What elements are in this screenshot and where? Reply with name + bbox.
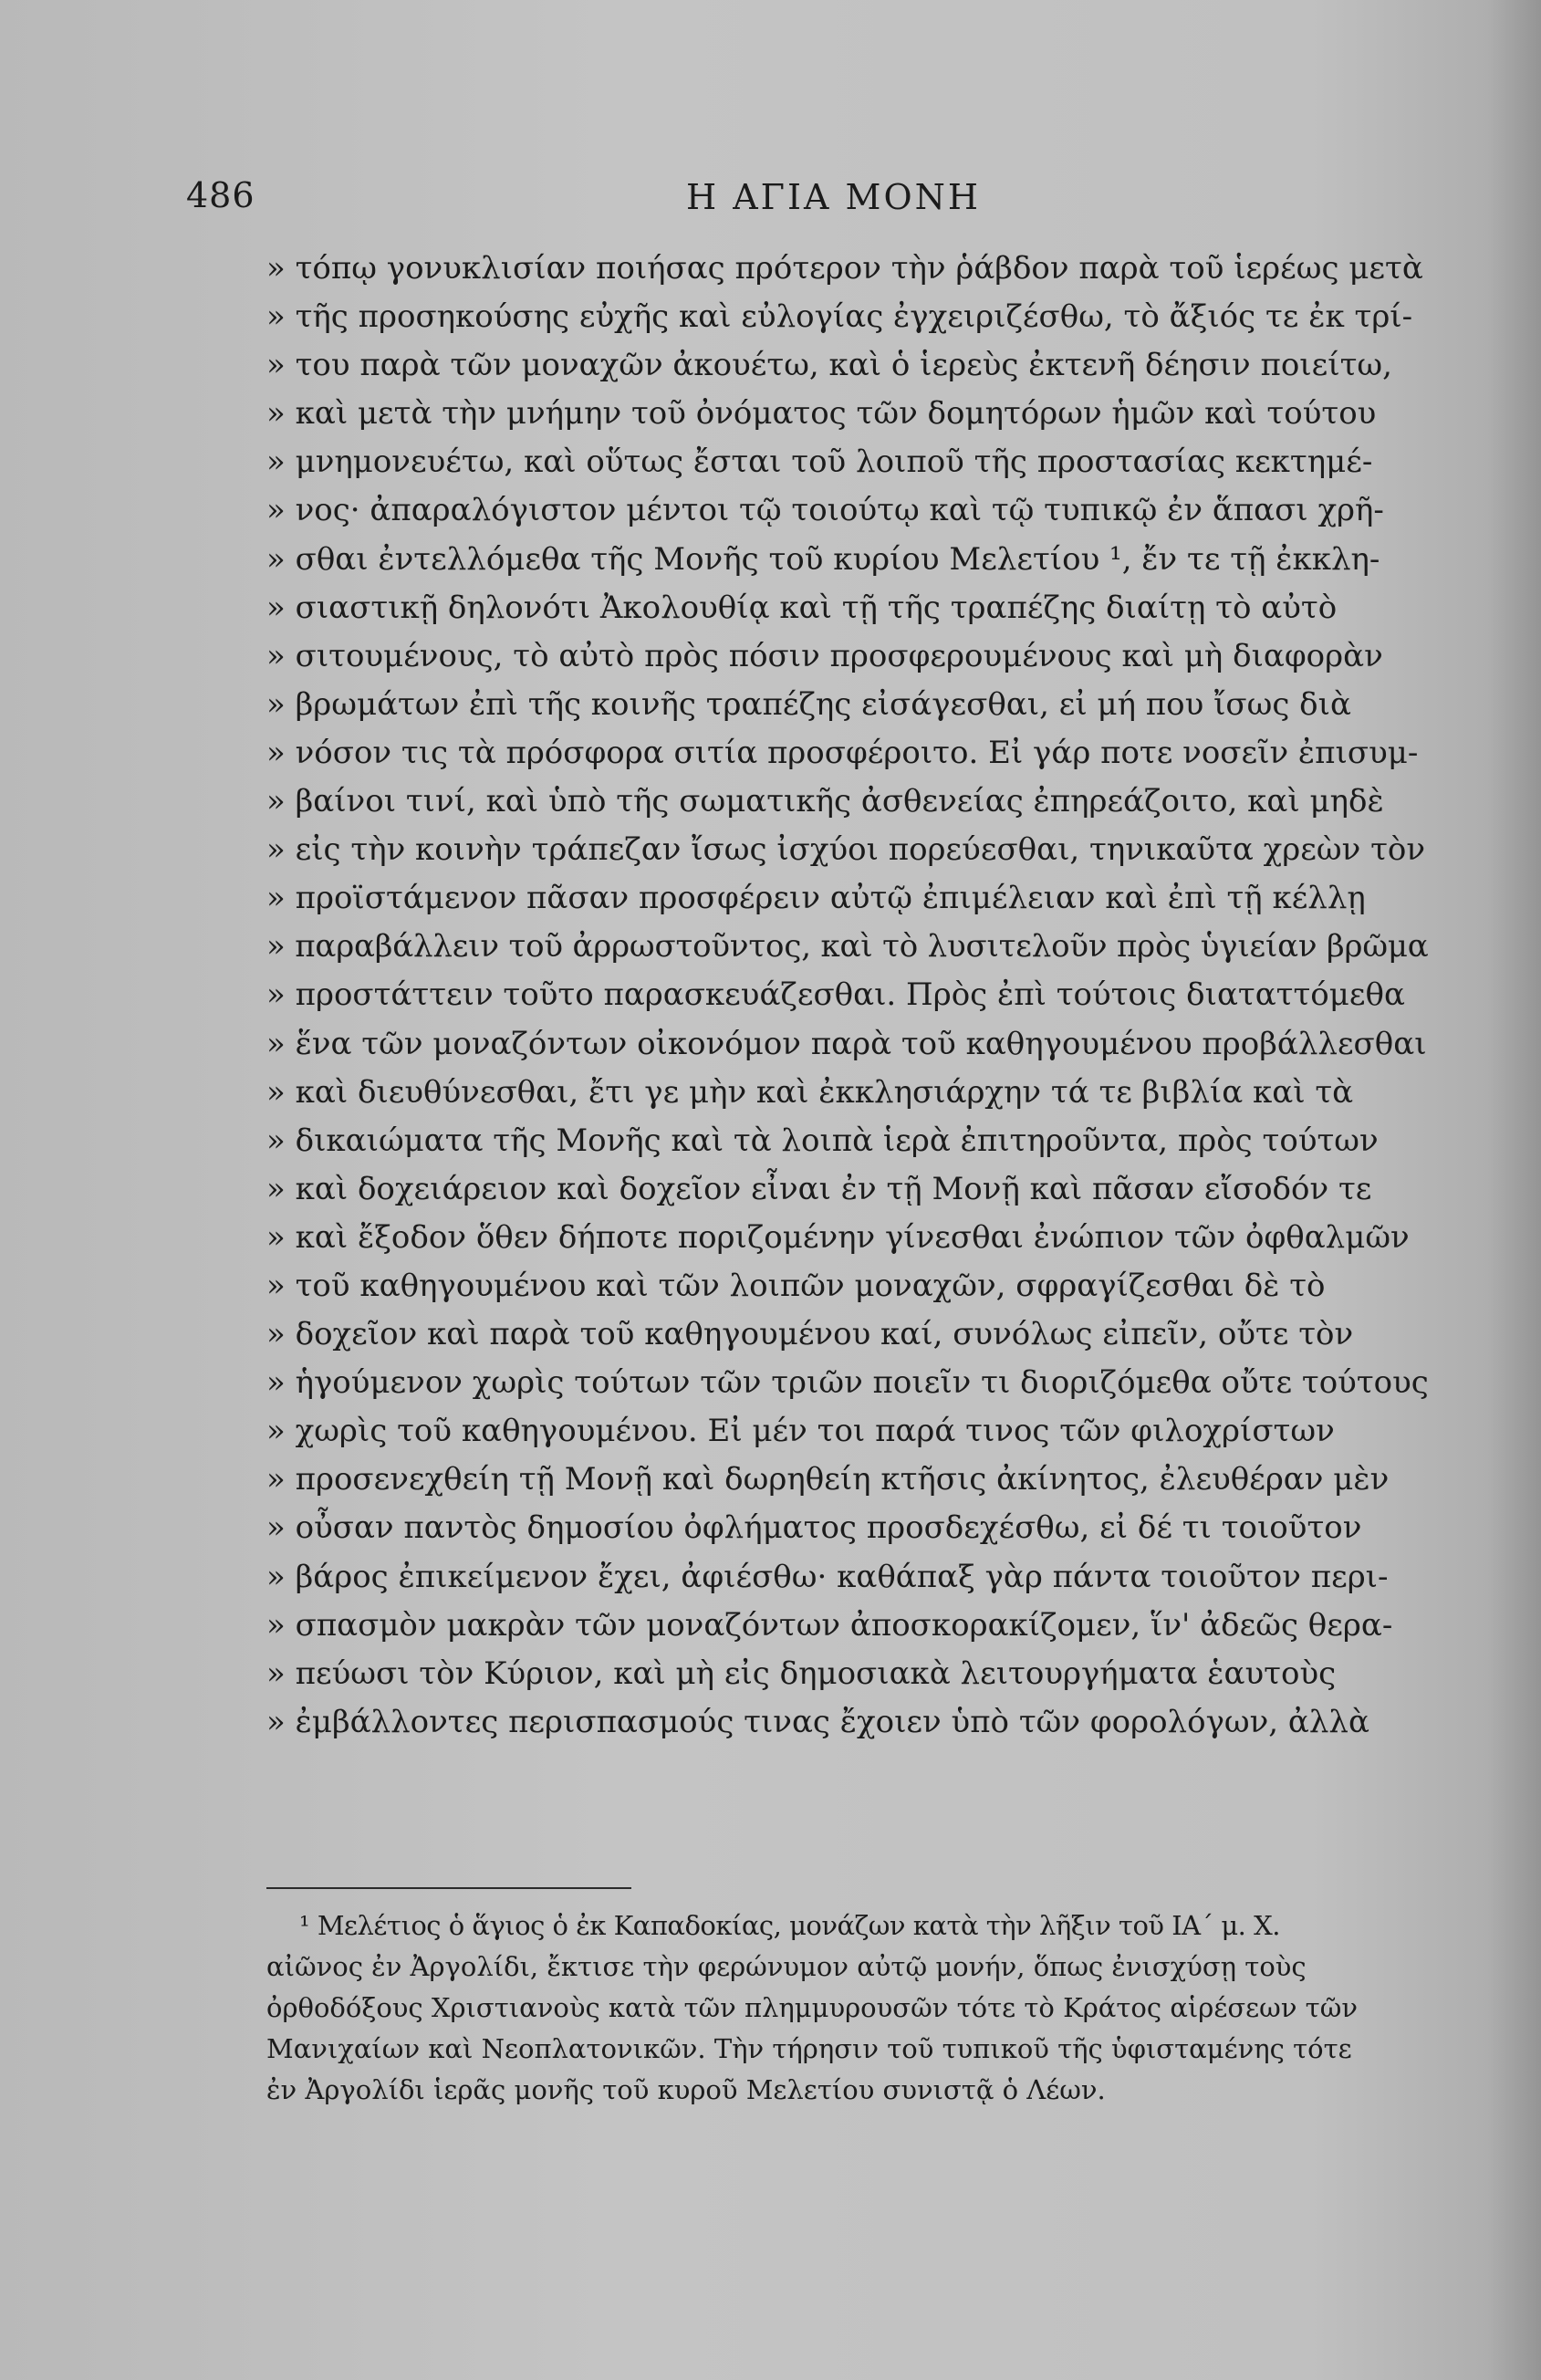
text-line: » χωρὶς τοῦ καθηγουμένου. Εἰ μέν τοι παρά τινος τῶν φιλοχρίστων bbox=[266, 1413, 1335, 1450]
text-line: » εἰς τὴν κοινὴν τράπεζαν ἴσως ἰσχύοι πορεύεσθαι, τηνικαῦτα χρεὼν τὸν bbox=[266, 831, 1426, 869]
text-line: » νος· ἀπαραλόγιστον μέντοι τῷ τοιούτῳ καὶ τῷ τυπικῷ ἐν ἅπασι χρῆ- bbox=[266, 492, 1384, 529]
footnote-line: ἐν Ἀργολίδι ἱερᾶς μονῆς τοῦ κυροῦ Μελετίου συνιστᾷ ὁ Λέων. bbox=[266, 2074, 1106, 2105]
text-line: » βαίνοι τινί, καὶ ὑπὸ τῆς σωματικῆς ἀσθενείας ἐπηρεάζοιτο, καὶ μηδὲ bbox=[266, 783, 1384, 820]
text-line: » ἕνα τῶν μοναζόντων οἰκονόμον παρὰ τοῦ καθηγουμένου προβάλλεσθαι bbox=[266, 1025, 1427, 1062]
text-line: » σπασμὸν μακρὰν τῶν μοναζόντων ἀποσκορακίζομεν, ἵν' ἀδεῶς θερα- bbox=[266, 1606, 1393, 1644]
text-line: » νόσον τις τὰ πρόσφορα σιτία προσφέροιτο. Εἰ γάρ ποτε νοσεῖν ἐπισυμ- bbox=[266, 734, 1419, 771]
footnote-divider bbox=[266, 1887, 631, 1889]
page-number: 486 bbox=[186, 175, 255, 215]
footnote-line: αἰῶνος ἐν Ἀργολίδι, ἔκτισε τὴν φερώνυμον αὐτῷ μονήν, ὅπως ἐνισχύσῃ τοὺς bbox=[266, 1951, 1307, 1982]
text-line: » τῆς προσηκούσης εὐχῆς καὶ εὐλογίας ἐγχειριζέσθω, τὸ ἄξιός τε ἐκ τρί- bbox=[266, 298, 1413, 336]
text-line: » καὶ διευθύνεσθαι, ἔτι γε μὴν καὶ ἐκκλησιάρχην τά τε βιβλία καὶ τὰ bbox=[266, 1073, 1354, 1111]
footnote-line: ¹ Μελέτιος ὁ ἅγιος ὁ ἐκ Καπαδοκίας, μονάζων κατὰ τὴν λῆξιν τοῦ ΙΑ΄ μ. Χ. bbox=[299, 1910, 1280, 1941]
text-line: » προστάττειν τοῦτο παρασκευάζεσθαι. Πρὸς ἐπὶ τούτοις διαταττόμεθα bbox=[266, 976, 1405, 1014]
text-line: » σθαι ἐντελλόμεθα τῆς Μονῆς τοῦ κυρίου Μελετίου ¹, ἔν τε τῇ ἐκκλη- bbox=[266, 540, 1380, 578]
main-text bbox=[266, 245, 1429, 1747]
footnote-line: ὀρθοδόξους Χριστιανοὺς κατὰ τῶν πλημμυρουσῶν τότε τὸ Κράτος αἱρέσεων τῶν bbox=[266, 1992, 1358, 2023]
text-line: » καὶ ἔξοδον ὅθεν δήποτε ποριζομένην γίνεσθαι ἐνώπιον τῶν ὀφθαλμῶν bbox=[266, 1218, 1410, 1256]
text-line: » δικαιώματα τῆς Μονῆς καὶ τὰ λοιπὰ ἱερὰ ἐπιτηροῦντα, πρὸς τούτων bbox=[266, 1122, 1379, 1159]
text-line: » καὶ μετὰ τὴν μνήμην τοῦ ὀνόματος τῶν δομητόρων ἡμῶν καὶ τούτου bbox=[266, 395, 1377, 433]
footnote bbox=[266, 1905, 1429, 2111]
text-line: » τοῦ καθηγουμένου καὶ τῶν λοιπῶν μοναχῶν, σφραγίζεσθαι δὲ τὸ bbox=[266, 1267, 1326, 1304]
page-header bbox=[186, 175, 1427, 230]
text-line: » του παρὰ τῶν μοναχῶν ἀκουέτω, καὶ ὁ ἱερεὺς ἐκτενῆ δέησιν ποιείτω, bbox=[266, 347, 1392, 384]
text-line: » δοχεῖον καὶ παρὰ τοῦ καθηγουμένου καί, συνόλως εἰπεῖν, οὔτε τὸν bbox=[266, 1316, 1354, 1353]
page-edge-shadow bbox=[1486, 0, 1541, 2380]
text-line: » προϊστάμενον πᾶσαν προσφέρειν αὐτῷ ἐπιμέλειαν καὶ ἐπὶ τῇ κέλλῃ bbox=[266, 880, 1366, 917]
text-line: » παραβάλλειν τοῦ ἀρρωστοῦντος, καὶ τὸ λυσιτελοῦν πρὸς ὑγιείαν βρῶμα bbox=[266, 928, 1429, 966]
text-line: » καὶ δοχειάρειον καὶ δοχεῖον εἶναι ἐν τῇ Μονῇ καὶ πᾶσαν εἴσοδόν τε bbox=[266, 1170, 1372, 1207]
text-line: » ἡγούμενον χωρὶς τούτων τῶν τριῶν ποιεῖν τι διοριζόμεθα οὔτε τούτους bbox=[266, 1364, 1429, 1402]
text-line: » ἐμβάλλοντες περισπασμούς τινας ἔχοιεν ὑπὸ τῶν φορολόγων, ἀλλὰ bbox=[266, 1703, 1369, 1740]
text-line: » προσενεχθείη τῇ Μονῇ καὶ δωρηθείη κτῆσις ἀκίνητος, ἐλευθέραν μὲν bbox=[266, 1461, 1390, 1498]
text-line: » οὖσαν παντὸς δημοσίου ὀφλήματος προσδεχέσθω, εἰ δέ τι τοιοῦτον bbox=[266, 1509, 1362, 1547]
footnote-line: Μανιχαίων καὶ Νεοπλατονικῶν. Τὴν τήρησιν τοῦ τυπικοῦ τῆς ὑφισταμένης τότε bbox=[266, 2033, 1352, 2064]
text-line: » σιαστικῇ δηλονότι Ἀκολουθίᾳ καὶ τῇ τῆς τραπέζης διαίτῃ τὸ αὐτὸ bbox=[266, 589, 1338, 626]
text-line: » βρωμάτων ἐπὶ τῆς κοινῆς τραπέζης εἰσάγεσθαι, εἰ μή που ἴσως διὰ bbox=[266, 685, 1351, 723]
text-line: » τόπῳ γονυκλισίαν ποιήσας πρότερον τὴν ῥάβδον παρὰ τοῦ ἱερέως μετὰ bbox=[266, 250, 1423, 287]
text-line: » μνημονευέτω, καὶ οὕτως ἔσται τοῦ λοιποῦ τῆς προστασίας κεκτημέ- bbox=[266, 444, 1373, 481]
text-line: » σιτουμένους, τὸ αὐτὸ πρὸς πόσιν προσφερουμένους καὶ μὴ διαφορὰν bbox=[266, 637, 1383, 674]
text-line: » πεύωσι τὸν Κύριον, καὶ μὴ εἰς δημοσιακὰ λειτουργήματα ἑαυτοὺς bbox=[266, 1655, 1337, 1692]
running-head: Η ΑΓΙΑ ΜΟΝΗ bbox=[686, 177, 982, 217]
text-line: » βάρος ἐπικείμενον ἔχει, ἀφιέσθω· καθάπαξ γὰρ πάντα τοιοῦτον περι- bbox=[266, 1558, 1389, 1595]
